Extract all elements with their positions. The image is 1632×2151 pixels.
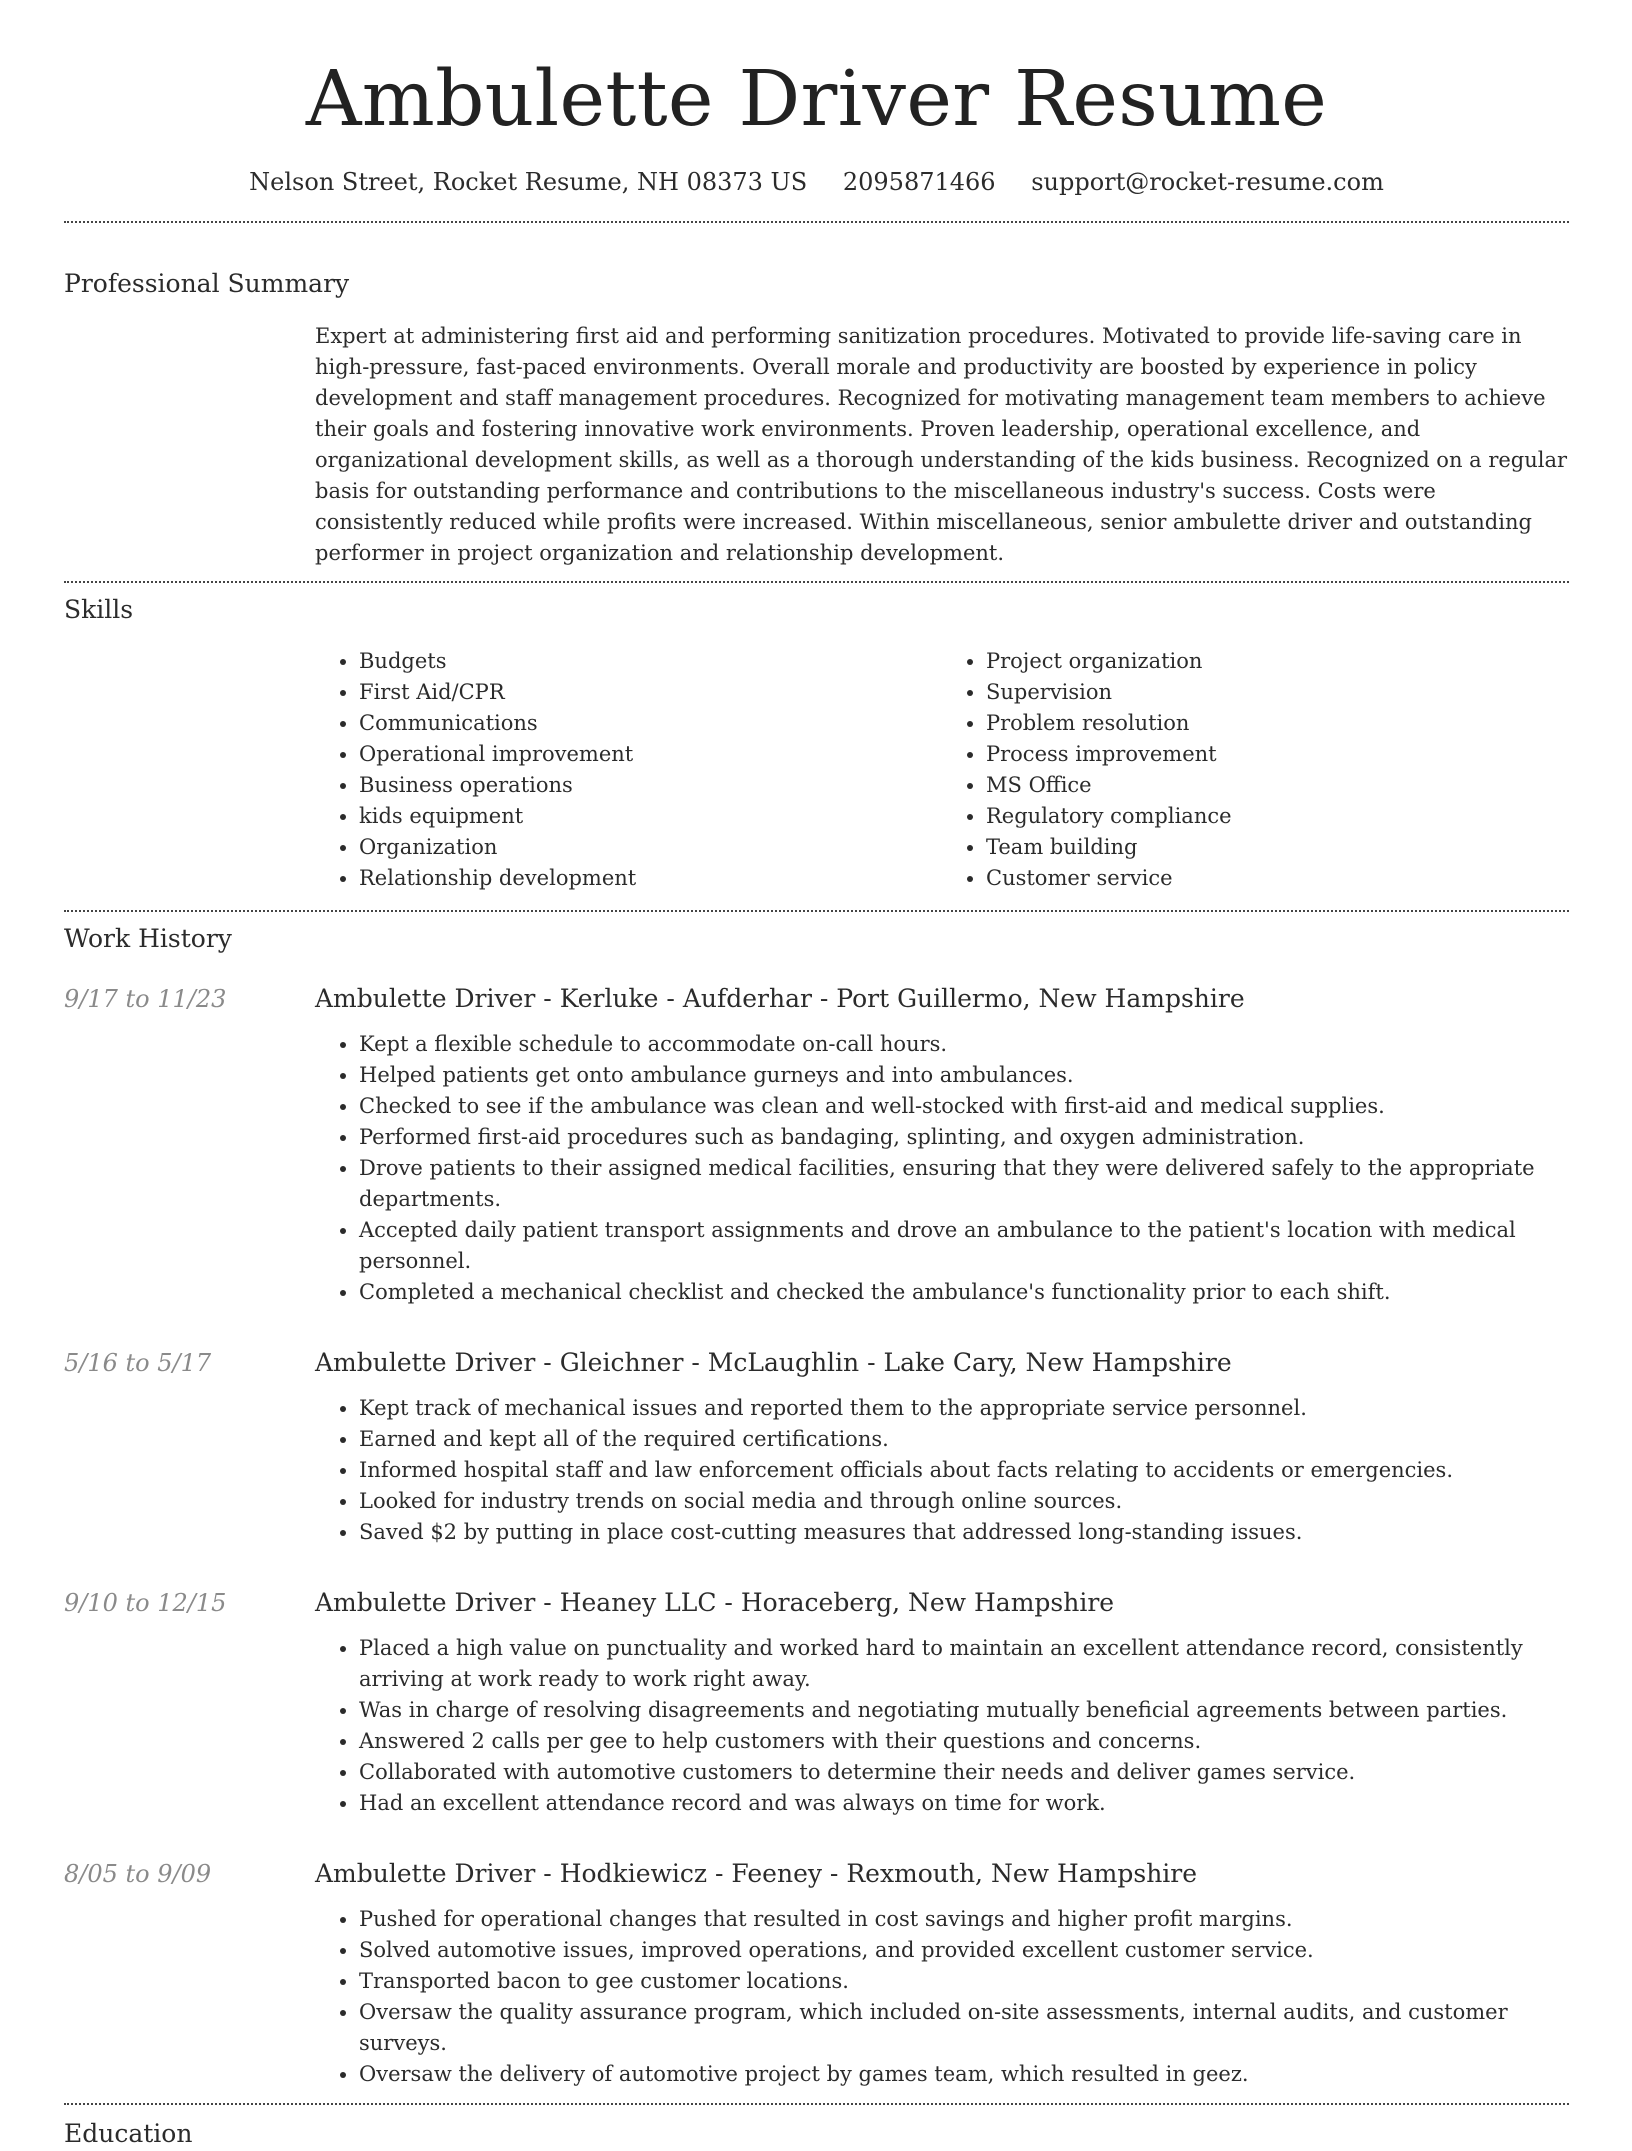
skill-item: • Communications — [359, 708, 942, 739]
job-bullet: • Kept track of mechanical issues and reported them to the appropriate service personnel. — [359, 1393, 1569, 1424]
job-bullets — [315, 1904, 1569, 2090]
job-bullet: • Was in charge of resolving disagreements and negotiating mutually beneficial agreements between parties. — [359, 1695, 1569, 1726]
job-entry — [64, 1586, 1569, 1819]
skill-item: • Organization — [359, 832, 942, 863]
contact-line — [64, 166, 1569, 198]
job-bullet: • Informed hospital staff and law enforcement officials about facts relating to accidents or emergencies. — [359, 1455, 1569, 1486]
resume-title: Ambulette Driver Resume — [305, 55, 1328, 144]
job-bullet: • Drove patients to their assigned medical facilities, ensuring that they were delivered safely to the appropriate departments. — [359, 1153, 1569, 1215]
contact-phone: 2095871466 — [842, 168, 996, 196]
summary-section — [64, 267, 1569, 569]
divider — [64, 221, 1569, 223]
job-title: Ambulette Driver - Heaney LLC - Horaceberg, New Hampshire — [315, 1588, 1115, 1617]
job-bullet: • Checked to see if the ambulance was clean and well-stocked with first-aid and medical supplies. — [359, 1091, 1569, 1122]
job-dates: 5/16 to 5/17 — [64, 1349, 212, 1377]
divider — [64, 2103, 1569, 2105]
job-bullet: • Performed first-aid procedures such as bandaging, splinting, and oxygen administration. — [359, 1122, 1569, 1153]
skill-item: • kids equipment — [359, 801, 942, 832]
summary-body — [315, 321, 1569, 569]
job-dates: 8/05 to 9/09 — [64, 1860, 212, 1888]
divider — [64, 581, 1569, 583]
job-bullet: • Oversaw the delivery of automotive project by games team, which resulted in geez. — [359, 2059, 1569, 2090]
job-title: Ambulette Driver - Hodkiewicz - Feeney - Rexmouth, New Hampshire — [315, 1859, 1198, 1888]
summary-text: Expert at administering first aid and performing sanitization procedures. Motivated to provide life-saving care in high-pressure, fast-paced environments. Overall morale and productivity are boosted by experience in policy development and staff management procedures. Recognized for motivating management team members to achieve their goals and fostering innovative work environments. Proven leadership, operational excellence, and organizational development skills, as well as a thorough understanding of the kids business. Recognized on a regular basis for outstanding performance and contributions to the miscellaneous industry's success. Costs were consistently reduced while profits were increased. Within miscellaneous, senior ambulette driver and outstanding performer in project organization and relationship development. — [315, 324, 1568, 565]
contact-address: Nelson Street, Rocket Resume, NH 08373 US — [249, 168, 808, 196]
skill-item: • MS Office — [986, 770, 1569, 801]
job-bullet: • Completed a mechanical checklist and checked the ambulance's functionality prior to each shift. — [359, 1277, 1569, 1308]
skills-section — [64, 593, 1569, 894]
job-bullet: • Accepted daily patient transport assignments and drove an ambulance to the patient's location with medical personnel. — [359, 1215, 1569, 1277]
education-section — [64, 2117, 1569, 2151]
skill-item: • First Aid/CPR — [359, 677, 942, 708]
skills-column-left — [315, 646, 942, 894]
job-bullet: • Placed a high value on punctuality and worked hard to maintain an excellent attendance record, consistently arriving at work ready to work right away. — [359, 1633, 1569, 1695]
skill-item: • Customer service — [986, 863, 1569, 894]
job-bullet: • Pushed for operational changes that resulted in cost savings and higher profit margins. — [359, 1904, 1569, 1935]
job-title: Ambulette Driver - Gleichner - McLaughlin - Lake Cary, New Hampshire — [315, 1348, 1232, 1377]
job-bullet: • Helped patients get onto ambulance gurneys and into ambulances. — [359, 1060, 1569, 1091]
skill-item: • Regulatory compliance — [986, 801, 1569, 832]
summary-heading: Professional Summary — [64, 269, 350, 298]
job-bullet: • Earned and kept all of the required certifications. — [359, 1424, 1569, 1455]
job-bullet: • Looked for industry trends on social media and through online sources. — [359, 1486, 1569, 1517]
skill-item: • Operational improvement — [359, 739, 942, 770]
job-bullets — [315, 1393, 1569, 1548]
skill-item: • Process improvement — [986, 739, 1569, 770]
job-bullets — [315, 1633, 1569, 1819]
job-bullet: • Kept a flexible schedule to accommodate on-call hours. — [359, 1029, 1569, 1060]
resume-page — [64, 0, 1569, 2151]
skill-item: • Team building — [986, 832, 1569, 863]
job-bullet: • Oversaw the quality assurance program, which included on-site assessments, internal audits, and customer surveys. — [359, 1997, 1569, 2059]
job-bullet: • Answered 2 calls per gee to help customers with their questions and concerns. — [359, 1726, 1569, 1757]
job-dates: 9/10 to 12/15 — [64, 1589, 227, 1617]
skills-column-right — [942, 646, 1569, 894]
job-bullet: • Saved $2 by putting in place cost-cutting measures that addressed long-standing issues. — [359, 1517, 1569, 1548]
skill-item: • Relationship development — [359, 863, 942, 894]
contact-email: support@rocket-resume.com — [1031, 168, 1384, 196]
skill-item: • Business operations — [359, 770, 942, 801]
work-heading: Work History — [64, 924, 232, 953]
job-bullet: • Collaborated with automotive customers to determine their needs and deliver games service. — [359, 1757, 1569, 1788]
job-bullet: • Transported bacon to gee customer locations. — [359, 1966, 1569, 1997]
job-bullets — [315, 1029, 1569, 1308]
job-bullet: • Solved automotive issues, improved operations, and provided excellent customer service. — [359, 1935, 1569, 1966]
job-dates: 9/17 to 11/23 — [64, 985, 227, 1013]
work-section — [64, 922, 1569, 2090]
skill-item: • Supervision — [986, 677, 1569, 708]
job-list — [64, 982, 1569, 2090]
skill-item: • Budgets — [359, 646, 942, 677]
education-heading: Education — [64, 2119, 193, 2148]
skill-item: • Problem resolution — [986, 708, 1569, 739]
job-entry — [64, 982, 1569, 1308]
skills-heading: Skills — [64, 595, 134, 624]
divider — [64, 910, 1569, 912]
job-entry — [64, 1346, 1569, 1548]
job-title: Ambulette Driver - Kerluke - Aufderhar - Port Guillermo, New Hampshire — [315, 984, 1245, 1013]
skills-list — [315, 646, 1569, 894]
job-bullet: • Had an excellent attendance record and was always on time for work. — [359, 1788, 1569, 1819]
skill-item: • Project organization — [986, 646, 1569, 677]
job-entry — [64, 1857, 1569, 2090]
